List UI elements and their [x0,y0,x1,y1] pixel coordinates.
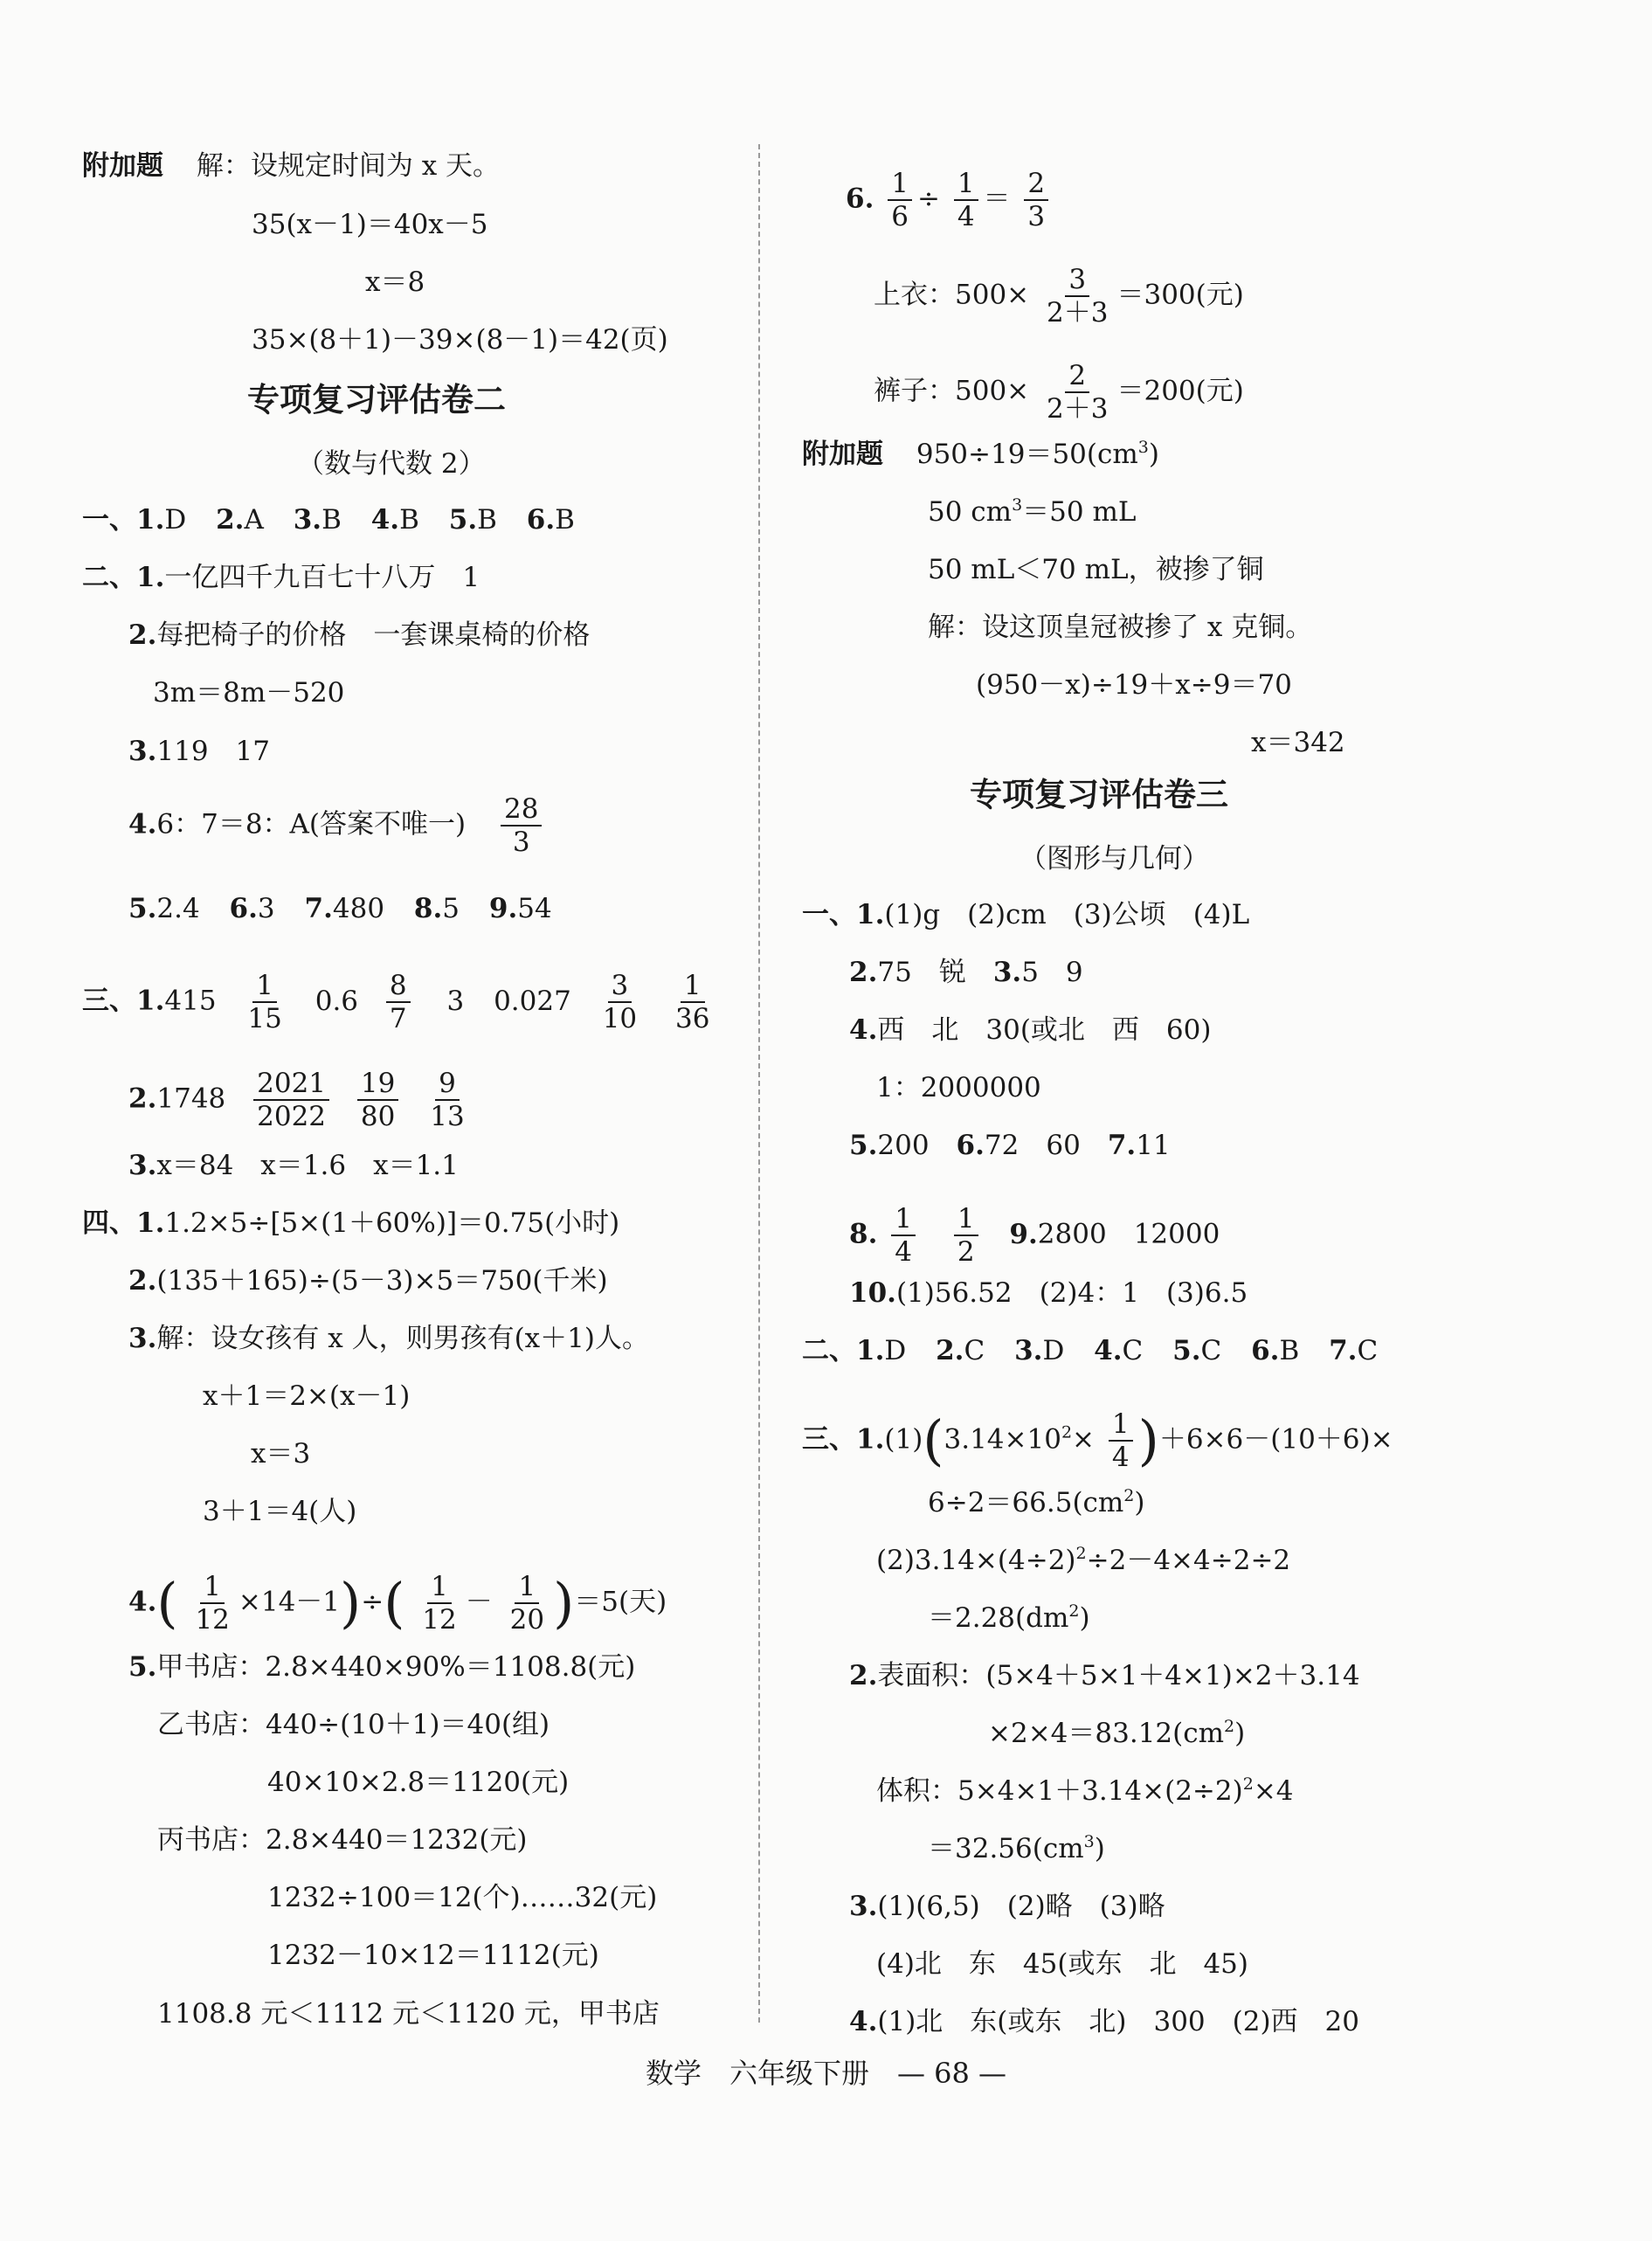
answer-row: 3.(1)(6,5) (2)略 (3)略 [849,1891,1165,1922]
page-footer: 数学 六年级下册 — 68 — [645,2057,1007,2090]
equation-line: x＋1＝2×(x－1) [203,1380,411,1412]
fraction: $\frac{1}{15}$ [247,970,282,1034]
equation-line: x＝3 [251,1438,311,1470]
equation-line: 35(x－1)＝40x－5 [252,209,488,240]
fraction: $\frac{1}{2}$ [954,1203,978,1268]
equation-line: 1：2000000 [876,1072,1041,1103]
fraction: $\frac{8}{7}$ [386,970,411,1034]
fraction: $\frac{19}{80}$ [357,1068,398,1132]
section-subtitle: （数与代数 2） [297,448,486,480]
equation-line: 1232－10×12＝1112(元) [267,1940,599,1971]
equation-line: 35×(8＋1)－39×(8－1)＝42(页) [252,324,668,356]
answer-row: 2.75 锐 3.5 9 [849,957,1083,988]
extra-question-left: 附加题 解：设规定时间为 x 天。 [82,150,501,182]
fraction: $\frac{1}{4}$ [1109,1408,1133,1473]
column-divider [758,144,760,2023]
equation-line: 40×10×2.8＝1120(元) [267,1767,570,1798]
fraction: $\frac{2}{2+3}$ [1047,360,1109,425]
answer-row: 2.1748 $\frac{2021}{2022}$ $\frac{19}{80}$ $\frac{9}{13}$ [128,1068,473,1132]
answer-row: 2.每把椅子的价格 一套课桌椅的价格 [128,619,591,651]
answer-row: 8. $\frac{1}{4}$ $\frac{1}{2}$ 9.2800 12000 [849,1203,1220,1268]
answer-row: 三、$1.(1)(3.14\times 10^2\times$ $\frac{1}{4}$ )＋6×6－(10＋6)× [802,1408,1393,1473]
section-title: 专项复习评估卷三 [970,776,1228,813]
fraction: $\frac{1}{20}$ [509,1571,545,1636]
equation-line: 50 $cm^3=50$ mL [928,495,1137,528]
equation-line: $=32.56(cm^3)$ [928,1832,1105,1864]
fraction: $\frac{1}{36}$ [675,970,710,1034]
equation-line: 50 mL＜70 mL，被掺了铜 [928,554,1264,585]
equation-line: 解：设这顶皇冠被掺了 x 克铜。 [928,612,1313,643]
answer-row: 6. $\frac{1}{6}$ ÷ $\frac{1}{4}$ ＝ $\frac{2}{3}$ [846,168,1054,232]
answer-row: 4.6：7＝8：A(答案不唯一) $\frac{28}{3}$ [128,793,547,858]
answer-row: 5.200 6.72 60 7.11 [849,1130,1171,1161]
section-title: 专项复习评估卷二 [247,381,506,418]
equation-line: 1232÷100＝12(个)……32(元) [267,1882,658,1913]
answer-row: 二、1.D 2.C 3.D 4.C 5.C 6.B 7.C [802,1335,1379,1366]
fraction: $\frac{1}{6}$ [888,168,912,232]
answer-row: 5.2.4 6.3 7.480 8.5 9.54 [128,893,552,924]
fraction: $\frac{9}{13}$ [430,1068,465,1132]
answer-row: 4.西 北 30(或北 西 60) [849,1014,1212,1046]
fraction: $\frac{1}{12}$ [422,1571,457,1636]
section-subtitle: （图形与几何） [1020,843,1209,875]
answer-row: 三、1.415 $\frac{1}{15}$ 0.6 $\frac{8}{7}$ 3 0.027 $\frac{3}{10}$ $\frac{1}{36}$ [82,970,718,1034]
equation-line: 1108.8 元＜1112 元＜1120 元，甲书店 [157,1998,660,2030]
equation-line: 体积：$5\times 4\times 1+3.14\times(2\div 2)^2\times 4$ [876,1774,1294,1807]
equation-line: x＝342 [1251,727,1345,758]
equation-line: $\times 2\times 4=83.12(cm^2)$ [988,1717,1246,1749]
extra-question-right: 附加题 $950\div 19=50(cm^3)$ [802,438,1159,470]
answer-row: 4.(1)北 东(或东 北) 300 (2)西 20 [849,2006,1360,2037]
equation-line: $6\div 2=66.5(cm^2)$ [928,1486,1145,1518]
answer-row: 5.甲书店：2.8×440×90%＝1108.8(元) [128,1651,636,1683]
equation-line: 3m＝8m－520 [153,677,345,709]
equation-line: (4)北 东 45(或东 北 45) [876,1948,1248,1980]
answer-row: 10.(1)56.52 (2)4：1 (3)6.5 [849,1277,1248,1309]
equation-line: $(2)3.14\times(4\div 2)^2\div 2-4\times 4\div 2\div 2$ [876,1544,1291,1576]
equation-line: (950－x)÷19＋x÷9＝70 [976,669,1292,701]
fraction: $\frac{3}{2+3}$ [1047,264,1109,329]
answer-row: 二、1.一亿四千九百七十八万 1 [82,562,480,593]
answer-row: 裤子：500× $\frac{2}{2+3}$ ＝200(元) [874,360,1244,425]
answer-row: 4.( $\frac{1}{12}$ ×14－1)÷( $\frac{1}{12}$ － $\frac{1}{20}$ )＝5(天) [128,1571,667,1636]
equation-line: x＝8 [365,266,425,298]
fraction: $\frac{3}{10}$ [602,970,638,1034]
equation-line: 乙书店：440÷(10＋1)＝40(组) [157,1709,550,1740]
fraction: $\frac{1}{4}$ [891,1203,916,1268]
answer-row: 2.表面积：(5×4＋5×1＋4×1)×2＋3.14 [849,1660,1360,1691]
fraction: $\frac{2021}{2022}$ [253,1068,329,1132]
equation-line: 丙书店：2.8×440＝1232(元) [157,1824,528,1856]
fraction: $\frac{2}{3}$ [1024,168,1048,232]
fraction: $\frac{1}{12}$ [195,1571,230,1636]
equation-line: 3＋1＝4(人) [203,1496,357,1527]
answer-row: 3.x＝84 x＝1.6 x＝1.1 [128,1150,459,1181]
answer-row: 一、1.(1)g (2)cm (3)公顷 (4)L [802,899,1250,930]
answer-row: 3.119 17 [128,736,270,767]
answer-row: 四、1.1.2×5÷[5×(1＋60%)]＝0.75(小时) [82,1207,620,1239]
answer-row: 3.解：设女孩有 x 人，则男孩有(x＋1)人。 [128,1323,649,1354]
equation-line: $=2.28(dm^2)$ [928,1601,1090,1634]
fraction: $\frac{28}{3}$ [501,793,542,858]
answer-row: 一、1.D 2.A 3.B 4.B 5.B 6.B [82,504,575,536]
answer-row: 2.(135＋165)÷(5－3)×5＝750(千米) [128,1265,608,1297]
fraction: $\frac{1}{4}$ [954,168,978,232]
answer-row: 上衣：500× $\frac{3}{2+3}$ ＝300(元) [874,264,1244,329]
